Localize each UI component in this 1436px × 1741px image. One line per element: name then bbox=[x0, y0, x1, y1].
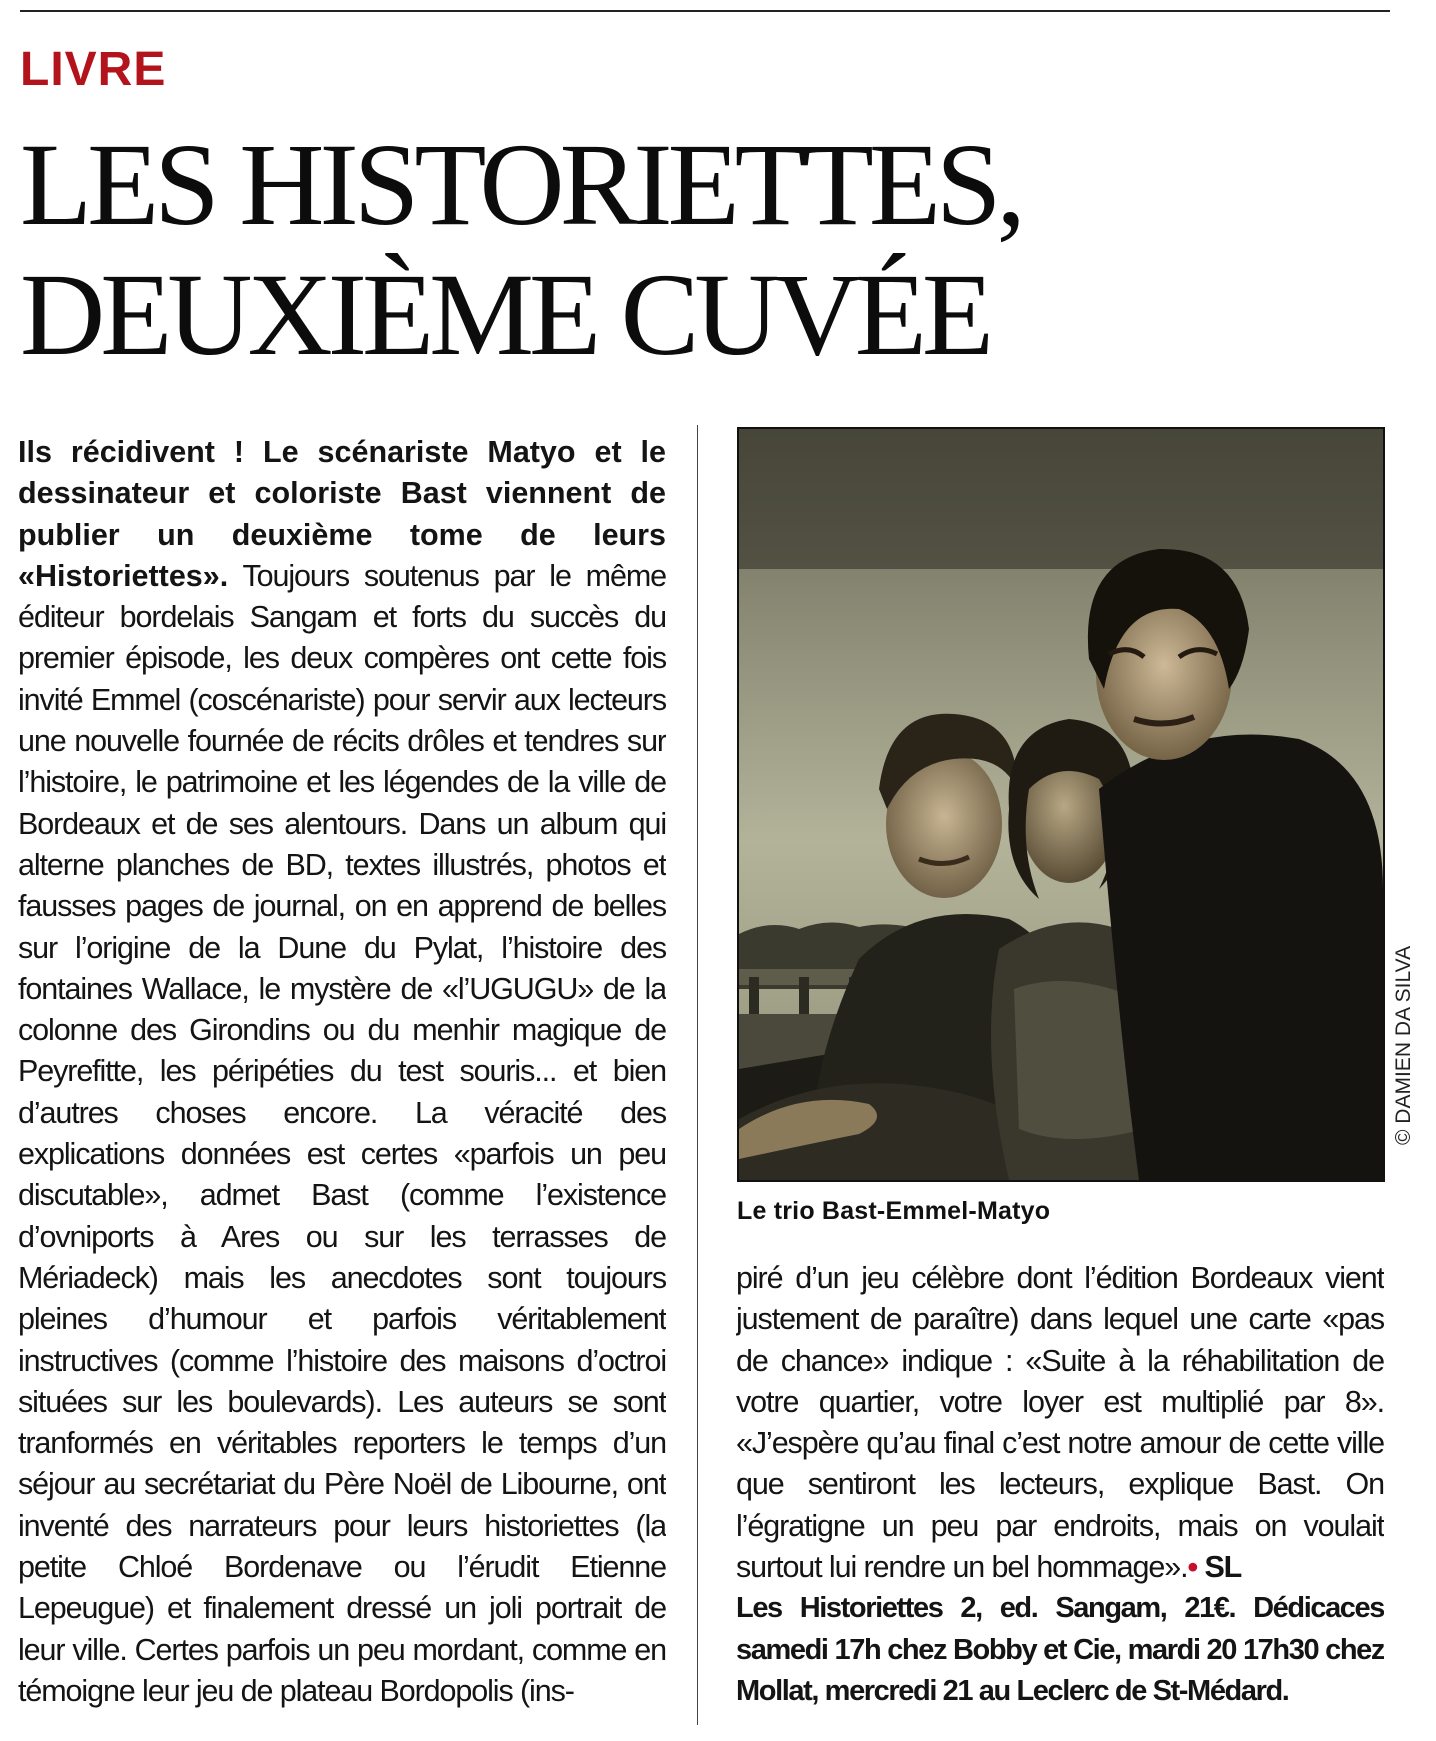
bullet-icon: • bbox=[1187, 1550, 1198, 1585]
article-column-right bbox=[736, 1258, 1384, 1718]
article-lead: Ils récidivent ! Le scénariste Matyo et le dessinateur et coloriste Bast viennent de publier un deuxième tome de leurs «Historiettes». bbox=[18, 435, 666, 593]
section-label: LIVRE bbox=[20, 43, 167, 96]
trio-photo bbox=[737, 427, 1385, 1182]
author-signature: SL bbox=[1204, 1550, 1242, 1585]
book-info: Les Historiettes 2, ed. Sangam, 21€. Dédicaces samedi 17h chez Bobby et Cie, mardi 20 17h30 chez Mollat, mercredi 21 au Leclerc de St-Médard. bbox=[736, 1592, 1384, 1707]
headline bbox=[20, 120, 1400, 380]
trio-photo-illustration bbox=[739, 429, 1383, 1180]
article-body-right: piré d’un jeu célèbre dont l’édition Bordeaux vient justement de paraître) dans lequel une carte «pas de chance» indique : «Suite à la réhabilitation de votre quartier, votre loyer est multiplié par 8». «J’espère qu’au final c’est notre amour de cette ville que sentiront les lecteurs, explique Bast. On l’égratigne un peu par endroits, mais on voulait surtout lui rendre un bel hommage». bbox=[736, 1261, 1384, 1585]
top-rule bbox=[20, 10, 1390, 12]
headline-line-1: LES HISTORIETTES, bbox=[20, 119, 1022, 250]
headline-line-2: DEUXIÈME CUVÉE bbox=[20, 249, 989, 380]
column-divider bbox=[697, 425, 698, 1725]
article-body-left: Toujours soutenus par le même éditeur bordelais Sangam et forts du succès du premier épisode, les deux compères ont cette fois invité Emmel (coscénariste) pour servir aux lecteurs une nouvelle fournée de récits drôles et tendres sur l’histoire, le patrimoine et les légendes de la ville de Bordeaux et de ses alentours. Dans un album qui alterne planches de BD, textes illustrés, photos et fausses pages de journal, on en apprend de belles sur l’origine de la Dune du Pylat, l’histoire des fontaines Wallace, le mystère de «l’UGUGU» de la colonne des Girondins ou du menhir magique de Peyrefitte, les péripéties du test souris... et bien d’autres choses encore. La véracité des explications données est certes «parfois un peu discutable», admet Bast (comme l’existence d’ovniports à Ares ou sur les terrasses de Mériadeck) mais les anecdotes sont toujours pleines d’humour et parfois véritablement instructives (comme l’histoire des maisons d’octroi situées sur les boulevards). Les auteurs se sont tranformés en véritables reporters le temps d’un séjour au secrétariat du Père Noël de Libourne, ont inventé des narrateurs pour leurs historiettes (la petite Chloé Bordenave ou l’érudit Etienne Lepeugue) et finalement dressé un joli portrait de leur ville. Certes parfois un peu mordant, comme en témoigne leur jeu de plateau Bordopolis (ins- bbox=[18, 558, 666, 1708]
photo-caption: Le trio Bast-Emmel-Matyo bbox=[737, 1197, 1051, 1225]
photo-credit: © DAMIEN DA SILVA bbox=[1392, 945, 1415, 1145]
article-column-left bbox=[18, 432, 666, 1732]
